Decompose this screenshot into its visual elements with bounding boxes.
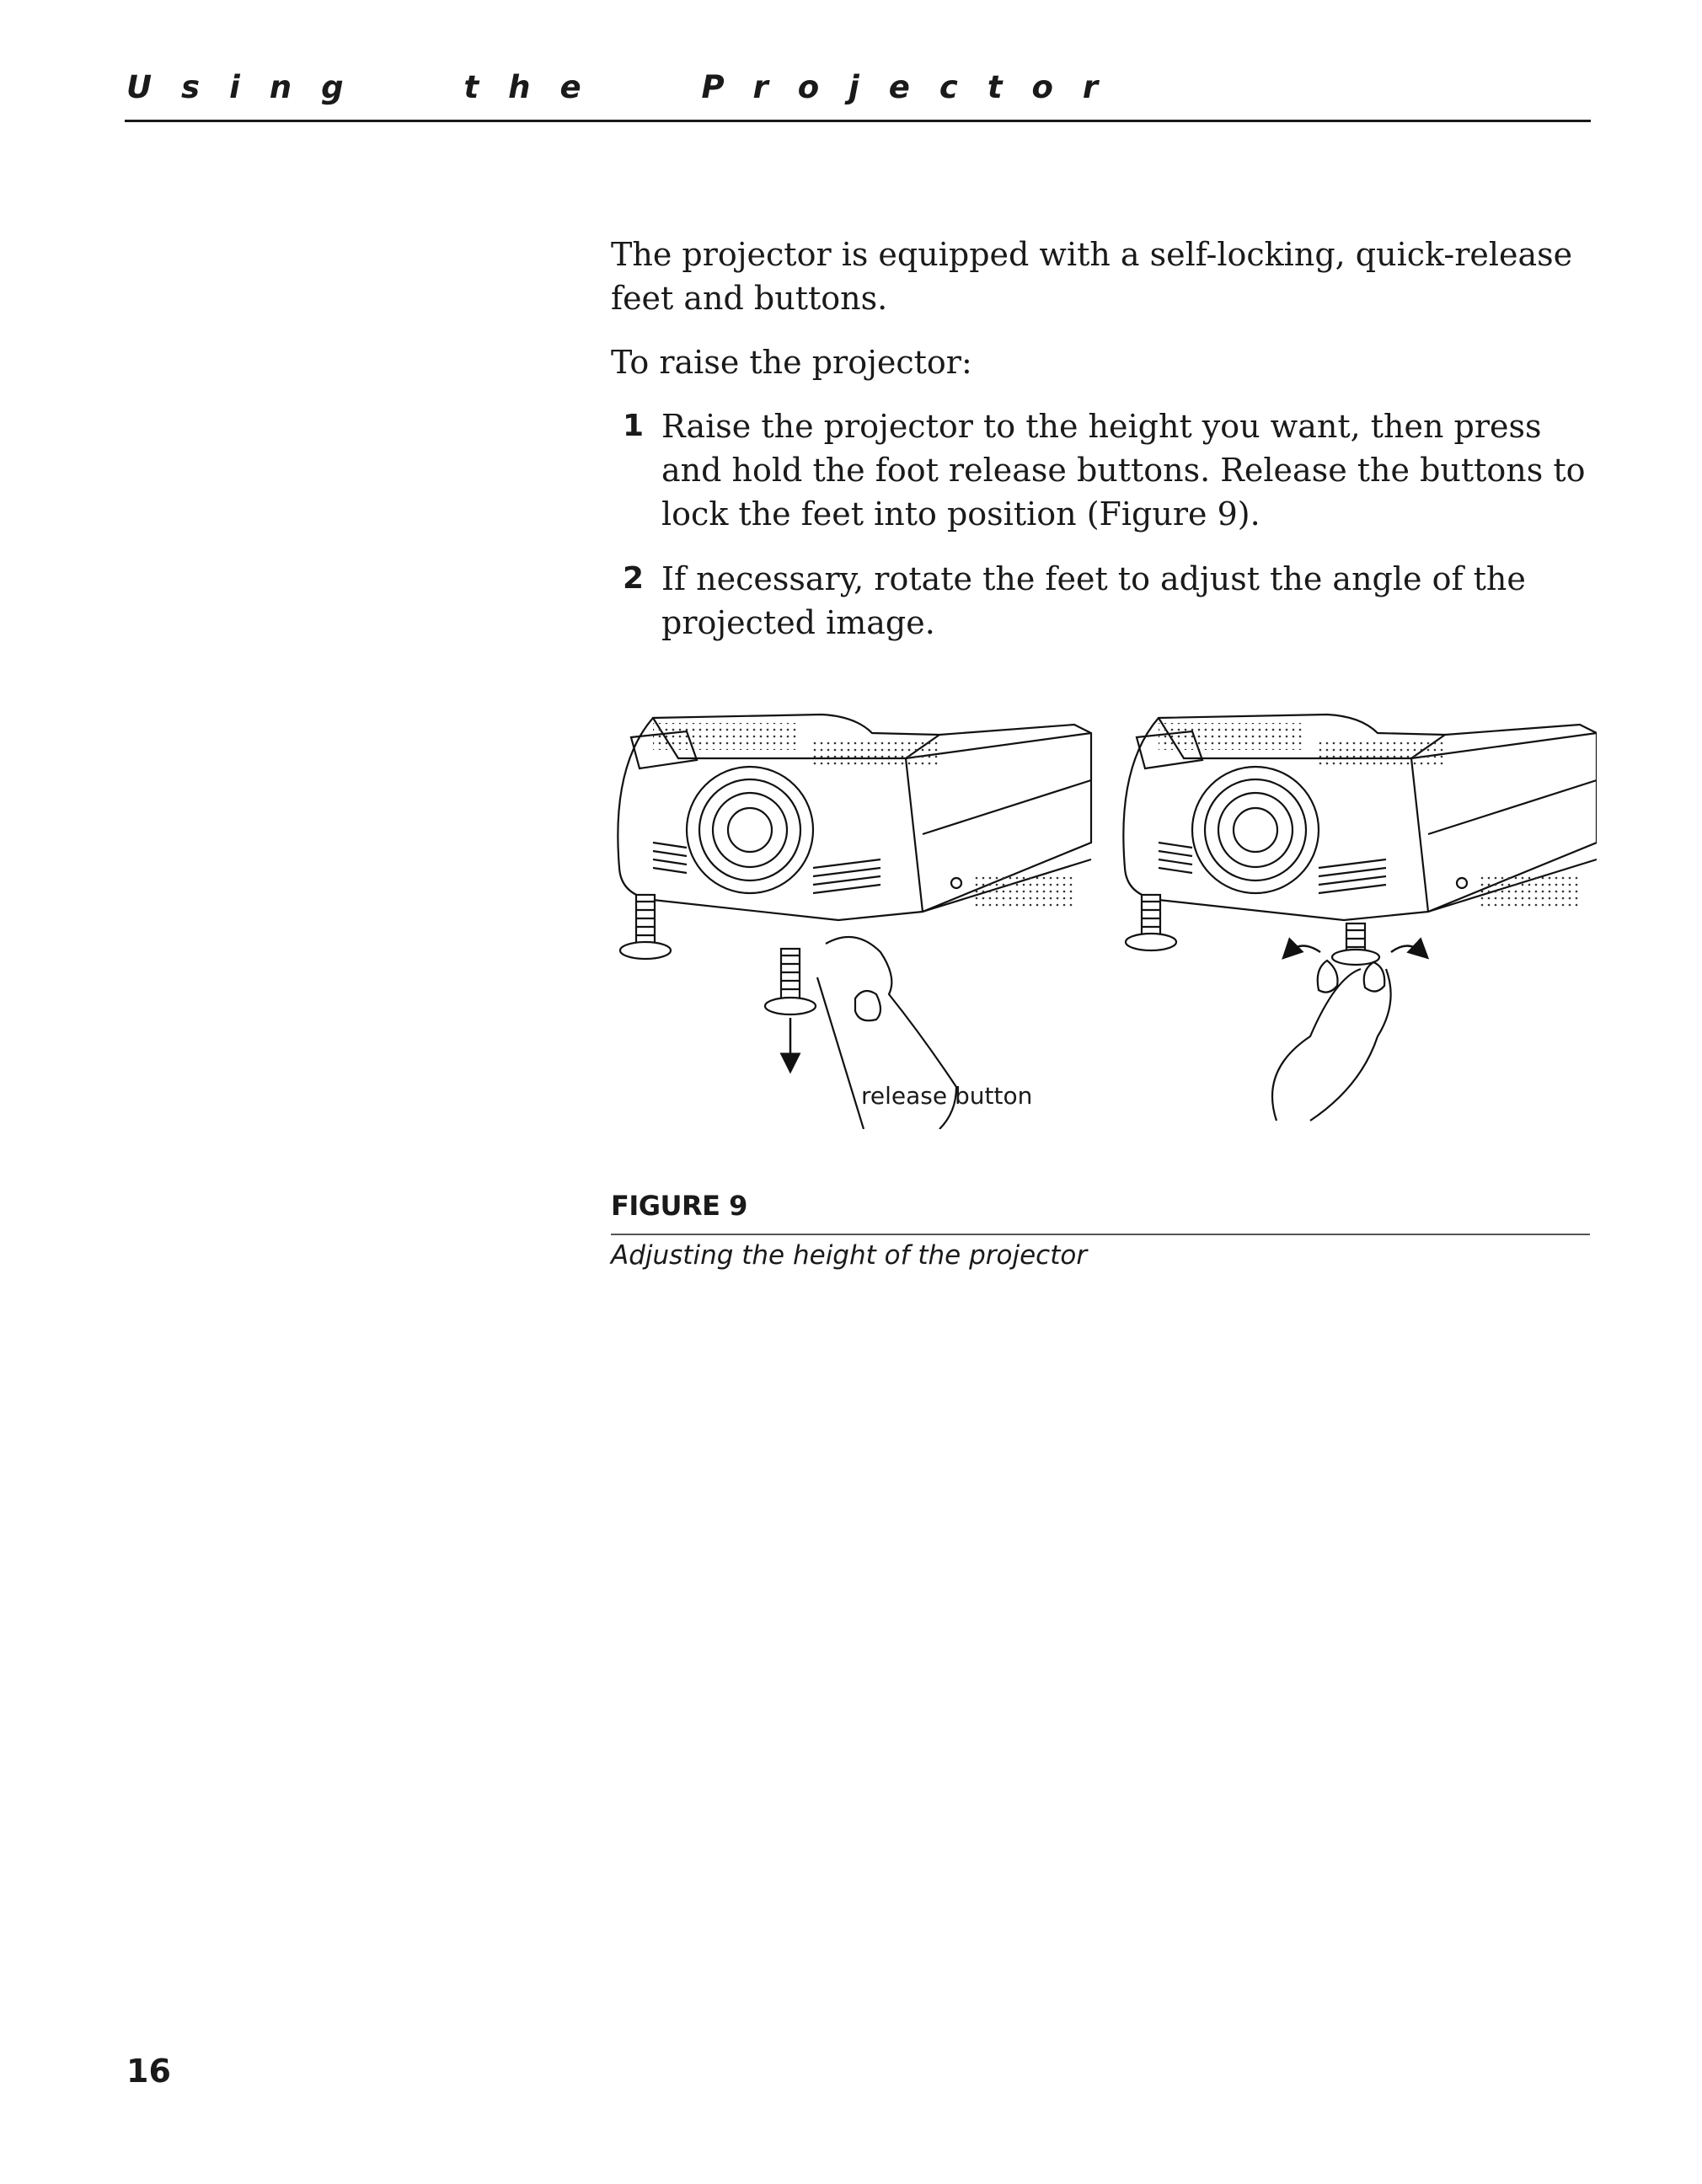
figure-illustration	[602, 699, 1597, 1129]
intro-paragraph: The projector is equipped with a self-locking, quick-release feet and buttons.	[611, 236, 1573, 317]
running-title: Using the Projector	[126, 69, 1128, 105]
step-number: 1	[623, 409, 645, 443]
figure-rule	[611, 1234, 1590, 1235]
step-number: 2	[623, 561, 645, 596]
projector-right	[1123, 715, 1597, 1121]
figure-caption: Adjusting the height of the projector	[611, 1240, 1088, 1271]
lead-in: To raise the projector:	[611, 344, 972, 381]
step-item	[611, 557, 1597, 645]
figure-label: FIGURE 9	[611, 1190, 747, 1222]
projector-left	[618, 715, 1091, 1129]
step-text: Raise the projector to the height you want, then press and hold the foot release buttons. Release the buttons to lock the feet into position (Figure 9).	[661, 408, 1586, 533]
step-item	[611, 404, 1597, 536]
header-rule	[125, 120, 1591, 122]
page-number: 16	[126, 2053, 171, 2090]
release-button-callout: release button	[861, 1082, 1033, 1110]
step-text: If necessary, rotate the feet to adjust the angle of the projected image.	[661, 560, 1526, 641]
